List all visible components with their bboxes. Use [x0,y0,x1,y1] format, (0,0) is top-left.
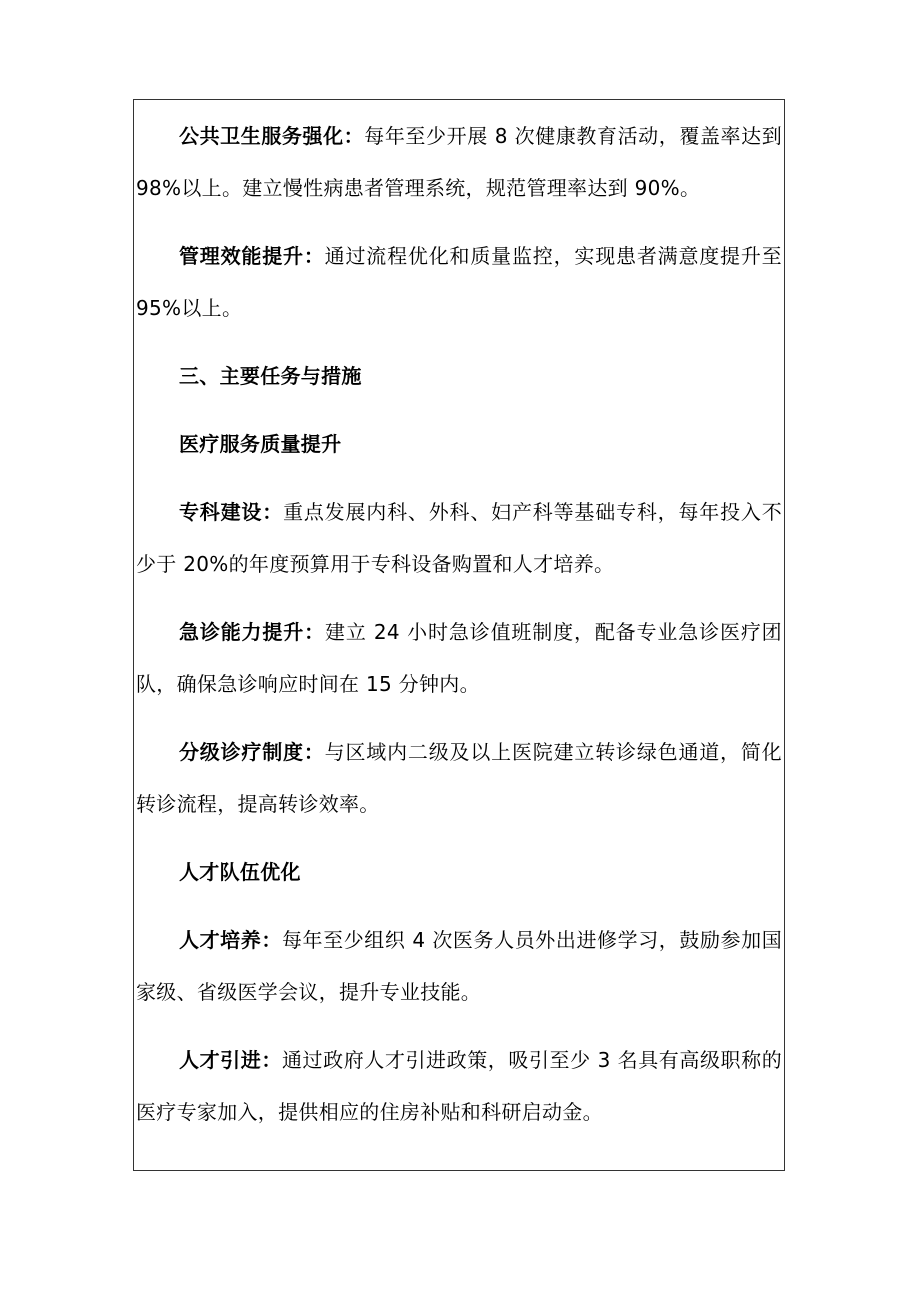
paragraph-emergency [136,606,782,710]
paragraph-lead: 公共卫生服务强化： [179,124,365,148]
subsection-heading-talent: 人才队伍优化 [179,860,301,884]
subsection-heading-quality: 医疗服务质量提升 [179,432,342,456]
paragraph-talent-training [136,914,782,1018]
paragraph-lead: 人才培养： [179,928,282,952]
paragraph-text: 通过流程优化和质量监控，实现患者满意度提升至 95%以上。 [136,244,782,320]
paragraph-management-efficiency [136,230,782,334]
paragraph-lead: 急诊能力提升： [179,620,325,644]
paragraph-tiered-care [136,726,782,830]
paragraph-text: 每年至少组织 4 次医务人员外出进修学习，鼓励参加国家级、省级医学会议，提升专业技能。 [136,928,783,1004]
paragraph-lead: 管理效能提升： [179,244,325,268]
paragraph-text: 重点发展内科、外科、妇产科等基础专科，每年投入不少于 20%的年度预算用于专科设备购置和人才培养。 [136,500,783,576]
paragraph-lead: 分级诊疗制度： [179,740,325,764]
paragraph-text: 建立 24 小时急诊值班制度，配备专业急诊医疗团队，确保急诊响应时间在 15 分钟内。 [136,620,782,696]
section-heading-main-tasks: 三、主要任务与措施 [179,364,362,388]
paragraph-text: 通过政府人才引进政策，吸引至少 3 名具有高级职称的医疗专家加入，提供相应的住房补贴和科研启动金。 [136,1048,783,1124]
document-body [136,110,782,1154]
paragraph-lead: 专科建设： [179,500,284,524]
paragraph-lead: 人才引进： [179,1048,282,1072]
paragraph-talent-recruitment [136,1034,782,1138]
paragraph-text: 每年至少开展 8 次健康教育活动，覆盖率达到 98%以上。建立慢性病患者管理系统，规范管理率达到 90%。 [136,124,782,200]
paragraph-text: 与区域内二级及以上医院建立转诊绿色通道，简化转诊流程，提高转诊效率。 [136,740,782,816]
paragraph-specialty-building [136,486,782,590]
paragraph-public-health [136,110,782,214]
